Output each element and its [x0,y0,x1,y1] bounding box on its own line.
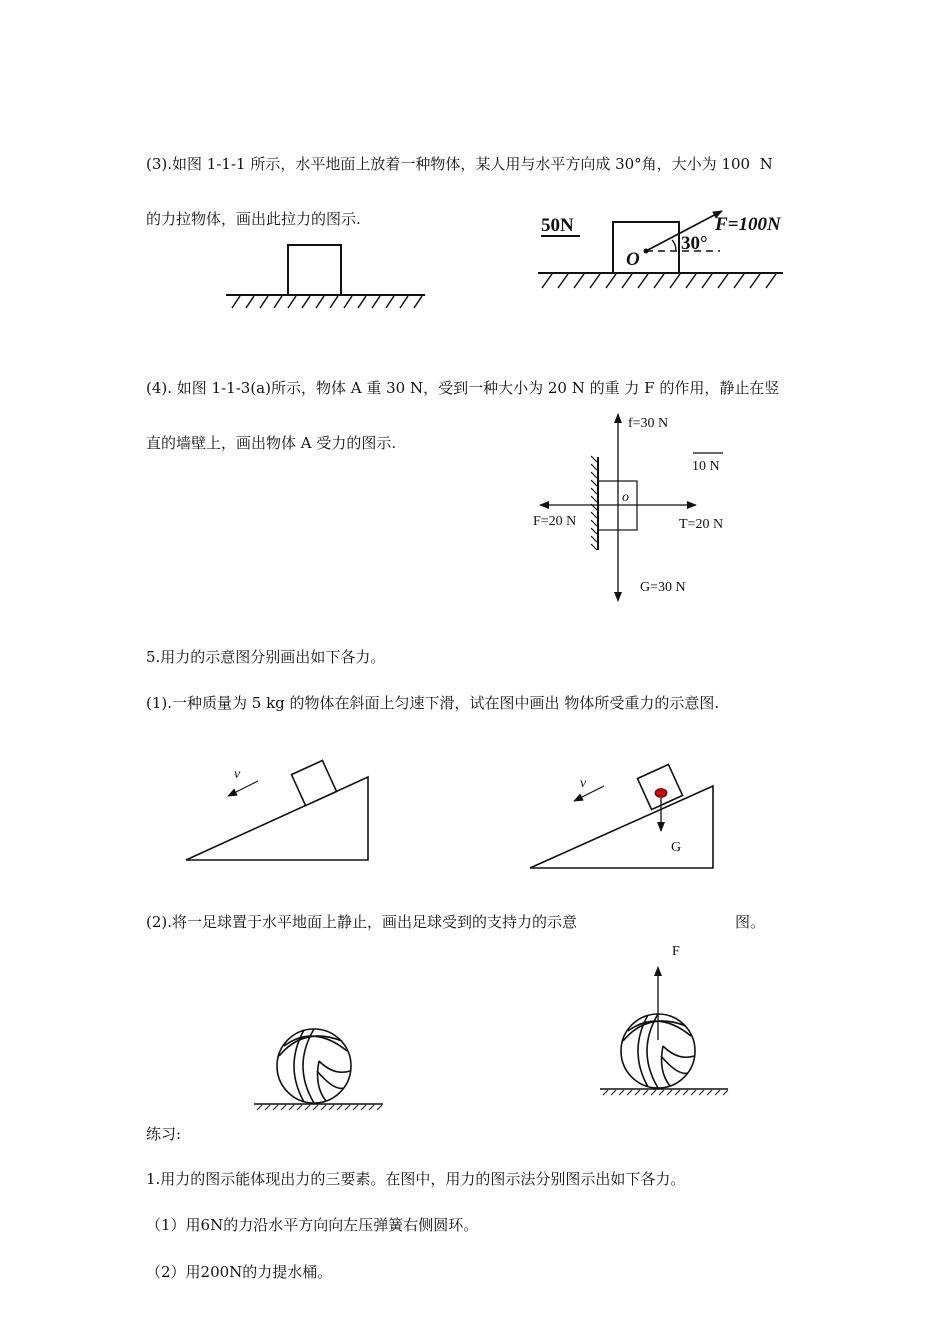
ground-hatching [542,274,776,288]
q5-part2-text: (2).将一足球置于水平地面上静止，画出足球受到的支持力的示意 [146,913,578,931]
ground-hatching [603,1090,728,1095]
ball-figure-right [600,944,728,1095]
q3-ground-block-figure [226,245,425,308]
exercise-sub2: （2）用200N的力提水桶。 [146,1263,333,1281]
ball-figure-left [254,1029,383,1110]
q5-part2-tail: 图。 [735,913,766,931]
exercise-q1: 1.用力的图示能体现出力的三要素。在图中，用力的图示法分别图示出如下各力。 [146,1170,686,1188]
wall-hatching [591,456,597,550]
q3-text-line2: 的力拉物体，画出此拉力的图示. [146,210,361,228]
q4-force-figure [533,414,723,601]
q3-text-line1: (3).如图 1-1-1 所示，水平地面上放着一种物体，某人用与水平方向成 30°角，大小为 100 N [146,155,773,173]
G-label: G=30 N [640,580,686,595]
incline-figure-right [530,764,713,868]
incline [530,786,713,868]
q4-text-line1: (4). 如图 1-1-3(a)所示，物体 A 重 30 N，受到一种大小为 20 N 的重 力 F 的作用，静止在竖 [146,379,780,397]
q5-title: 5.用力的示意图分别画出如下各力。 [146,648,386,666]
gravity-label: G [671,840,682,855]
exercise-title: 练习: [146,1125,182,1143]
q4-text-line2: 直的墙壁上，画出物体 A 受力的图示. [146,434,397,452]
exercise-sub1: （1）用6N的力沿水平方向向左压弹簧右侧圆环。 [146,1216,479,1234]
scale-label: 50N [541,215,574,236]
block [288,245,341,295]
incline-figure-left [186,760,368,860]
velocity-label: v [580,776,587,791]
center-label: o [622,490,629,505]
block [613,222,679,273]
q5-part1-text: (1).一种质量为 5 kg 的物体在斜面上匀速下滑，试在图中画出 物体所受重力的示意图. [146,694,720,712]
q3-force-figure [538,211,783,288]
T-label: T=20 N [679,517,724,532]
scale-label: 10 N [692,459,720,474]
velocity-label: v [234,767,241,782]
incline [186,777,368,860]
center-of-mass [655,789,667,798]
ball [277,1029,351,1103]
ground-hatching [232,296,422,308]
velocity-arrow [574,786,604,801]
origin-label: O [626,249,640,270]
velocity-arrow [228,781,258,796]
support-force-label: F [672,944,680,959]
angle-label: 30° [681,233,708,254]
block [291,760,336,805]
F-label: F=20 N [533,514,577,529]
angle-arc [672,240,676,251]
ground-hatching [257,1105,382,1110]
force-label: F=100N [715,214,781,235]
f-label: f=30 N [628,416,669,431]
